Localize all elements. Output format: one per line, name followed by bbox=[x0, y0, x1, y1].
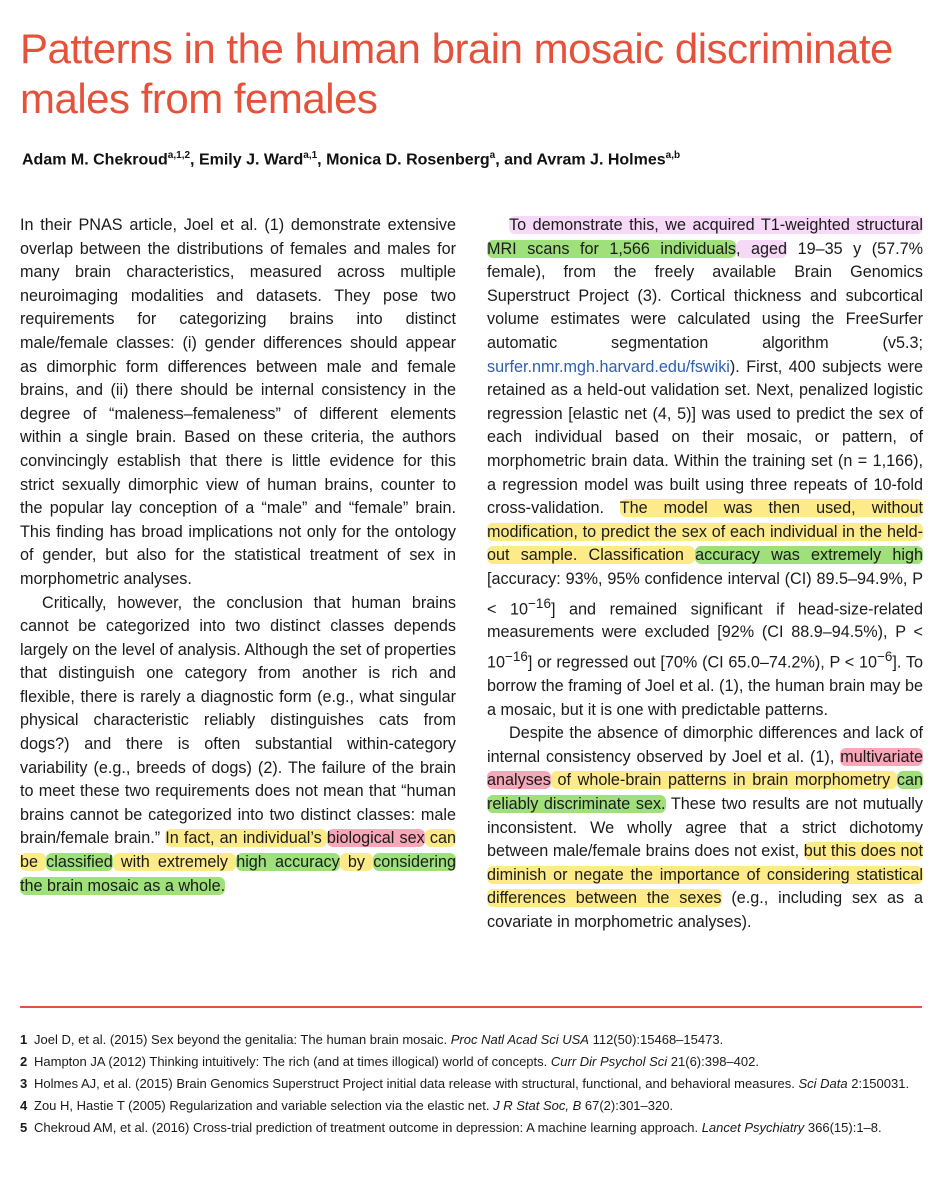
green-highlight: accuracy was extremely high bbox=[695, 546, 923, 565]
pink-highlight: To demonstrate this, we acquired T1-weighted structural bbox=[509, 216, 923, 234]
reference-tail: 67(2):301–320. bbox=[581, 1098, 674, 1113]
paragraph bbox=[487, 214, 923, 722]
body-text: ). First, 400 subjects were retained as a held-out validation set. Next, penalized logistic regression [elastic net (4, 5)] was used to predict the sex of each individual based on their mosaic, or pattern, of morphometric brain data. Within the training set (n = 1,166), a regression model was built using three repeats of 10-fold cross-validation. bbox=[487, 357, 923, 518]
reference-text: Holmes AJ, et al. (2015) Brain Genomics Superstruct Project initial data release with structural, functional, and behavioral measures. bbox=[34, 1076, 799, 1091]
author-affiliation: a,1,2 bbox=[167, 150, 191, 161]
author-affiliation: a bbox=[489, 150, 496, 161]
author-affiliation: a,1 bbox=[303, 150, 318, 161]
reference-list bbox=[20, 1030, 925, 1140]
author-name[interactable]: Monica D. Rosenberg bbox=[326, 151, 490, 169]
reference-tail: 366(15):1–8. bbox=[804, 1120, 882, 1135]
author-name[interactable]: Avram J. Holmes bbox=[536, 151, 666, 169]
reference-journal: Sci Data bbox=[798, 1076, 848, 1091]
exponent: −16 bbox=[528, 595, 551, 611]
yellow-highlight: by bbox=[339, 853, 374, 872]
paragraph bbox=[20, 214, 456, 592]
yellow-highlight: of whole-brain patterns in brain morphometry bbox=[550, 771, 897, 790]
reference-tail: 112(50):15468–15473. bbox=[588, 1032, 724, 1047]
body-text: Despite the absence of dimorphic differences and lack of internal consistency observed by Joel et al. (1), bbox=[487, 724, 923, 766]
body-text: ] and remained significant if head-size-related measurements were excluded [92% (CI 88.9–94.5%), P < 10 bbox=[487, 599, 923, 672]
red-highlight: multivariate analyses bbox=[487, 747, 923, 790]
reference-number: 1 bbox=[20, 1032, 28, 1047]
reference-journal: Proc Natl Acad Sci USA bbox=[450, 1032, 589, 1047]
reference-number: 4 bbox=[20, 1098, 28, 1113]
green-highlight: high accuracy bbox=[236, 853, 340, 872]
green-highlight: considering the brain mosaic as a whole. bbox=[20, 853, 456, 895]
paragraph bbox=[20, 592, 456, 899]
left-column bbox=[20, 214, 456, 898]
reference-journal: Curr Dir Psychol Sci bbox=[550, 1054, 668, 1069]
reference-item bbox=[20, 1052, 925, 1071]
author-separator: , bbox=[317, 151, 327, 169]
body-text: (e.g., including sex as a covariate in morphometric analyses). bbox=[487, 889, 924, 931]
reference-text: Chekroud AM, et al. (2016) Cross-trial prediction of treatment outcome in depression: A machine learning approach. bbox=[34, 1120, 702, 1135]
yellow-highlight: can be bbox=[20, 829, 456, 872]
author-affiliation: a,b bbox=[665, 150, 681, 161]
green-highlight: classified bbox=[46, 853, 113, 872]
exponent: −6 bbox=[877, 649, 893, 665]
body-text: In their PNAS article, Joel et al. (1) demonstrate extensive overlap between the distributions of females and males for many brain characteristics, measured across multiple neuroimaging modalities and datasets. They pose two requirements for categorizing brains into distinct male/female classes: (i) gender differences should appear as dimorphic form differences between male and female brains, and (ii) there should be internal consistency in the degree of “maleness–femaleness” of different elements within a single brain. Based on these criteria, the authors convincingly establish that there is little evidence for this strict sexually dimorphic view of human brains, counter to the popular lay conception of a “male” and “female” brain. This finding has broad implications not only for the ontology of gender, but also for the statistical treatment of sex in morphometric analyses. bbox=[20, 216, 456, 588]
reference-number: 2 bbox=[20, 1054, 28, 1069]
exponent: −16 bbox=[505, 649, 528, 665]
reference-item bbox=[20, 1096, 925, 1115]
green-highlight: MRI scans for 1,566 individuals bbox=[487, 239, 737, 258]
body-text: ] or regressed out [70% (CI 65.0–74.2%), P < 10 bbox=[527, 653, 878, 672]
reference-journal: Lancet Psychiatry bbox=[701, 1120, 805, 1135]
reference-tail: 21(6):398–402. bbox=[667, 1054, 759, 1069]
fswiki-link[interactable]: surfer.nmr.mgh.harvard.edu/fswiki bbox=[487, 357, 730, 376]
reference-item bbox=[20, 1030, 925, 1049]
reference-number: 3 bbox=[20, 1076, 28, 1091]
body-text: Critically, however, the conclusion that human brains cannot be categorized into two distinct classes depends largely on the level of analysis. Although the set of properties that distinguish one category from another is rich and flexible, there is rarely a diagnostic form (e.g., what singular physical characteristic reliably distinguishes cats from dogs?) and there is often substantial within-category variability (e.g., breeds of dogs) (2). The failure of the brain to meet these two requirements does not mean that “human brains cannot be categorized into two distinct classes: male brain/female brain.” bbox=[20, 593, 456, 848]
yellow-highlight: The model was then used, without modification, to predict the sex of each individual in the held-out sample. Classification bbox=[487, 499, 923, 565]
green-highlight: can reliably discriminate sex. bbox=[487, 771, 923, 814]
reference-number: 5 bbox=[20, 1120, 28, 1135]
reference-item bbox=[20, 1074, 925, 1093]
body-text: These two results are not mutually inconsistent. We wholly agree that a strict dichotomy between male/female brains does not exist, bbox=[487, 795, 923, 861]
author-separator: , bbox=[190, 151, 199, 169]
reference-tail: 2:150031. bbox=[847, 1076, 910, 1091]
body-text: 19–35 y (57.7% female), from the freely available Brain Genomics Superstruct Project (3). Cortical thickness and subcortical volume estimates were calculated using the FreeSurfer automatic segmentation algorithm (v5.3; bbox=[487, 239, 923, 352]
body-text: ]. To borrow the framing of Joel et al. (1), the human brain may be a mosaic, but it is one with predictable patterns. bbox=[487, 653, 923, 719]
yellow-highlight: but this does not diminish or negate the importance of considering statistical differences between the sexes bbox=[487, 842, 923, 908]
author-name[interactable]: Emily J. Ward bbox=[198, 151, 304, 169]
reference-journal: J R Stat Soc, B bbox=[493, 1098, 582, 1113]
reference-text: Joel D, et al. (2015) Sex beyond the genitalia: The human brain mosaic. bbox=[34, 1032, 451, 1047]
yellow-highlight: In fact, an individual’s bbox=[165, 829, 327, 848]
paragraph bbox=[487, 722, 923, 934]
reference-text: Hampton JA (2012) Thinking intuitively: The rich (and at times illogical) world of concepts. bbox=[34, 1054, 551, 1069]
author-list bbox=[22, 150, 680, 169]
author-name[interactable]: Adam M. Chekroud bbox=[22, 151, 168, 169]
body-text: [accuracy: 93%, 95% confidence interval (CI) 89.5–94.9%, P < 10 bbox=[487, 569, 923, 618]
red-highlight: biological sex bbox=[326, 829, 425, 848]
pink-highlight: , aged bbox=[736, 239, 788, 258]
yellow-highlight: with extremely bbox=[112, 853, 237, 872]
article-title: Patterns in the human brain mosaic discriminate males from females bbox=[20, 25, 893, 122]
right-column bbox=[487, 214, 923, 935]
reference-text: Zou H, Hastie T (2005) Regularization and variable selection via the elastic net. bbox=[34, 1098, 494, 1113]
reference-item bbox=[20, 1118, 925, 1137]
author-separator: , and bbox=[495, 151, 537, 169]
section-divider bbox=[20, 1006, 922, 1008]
